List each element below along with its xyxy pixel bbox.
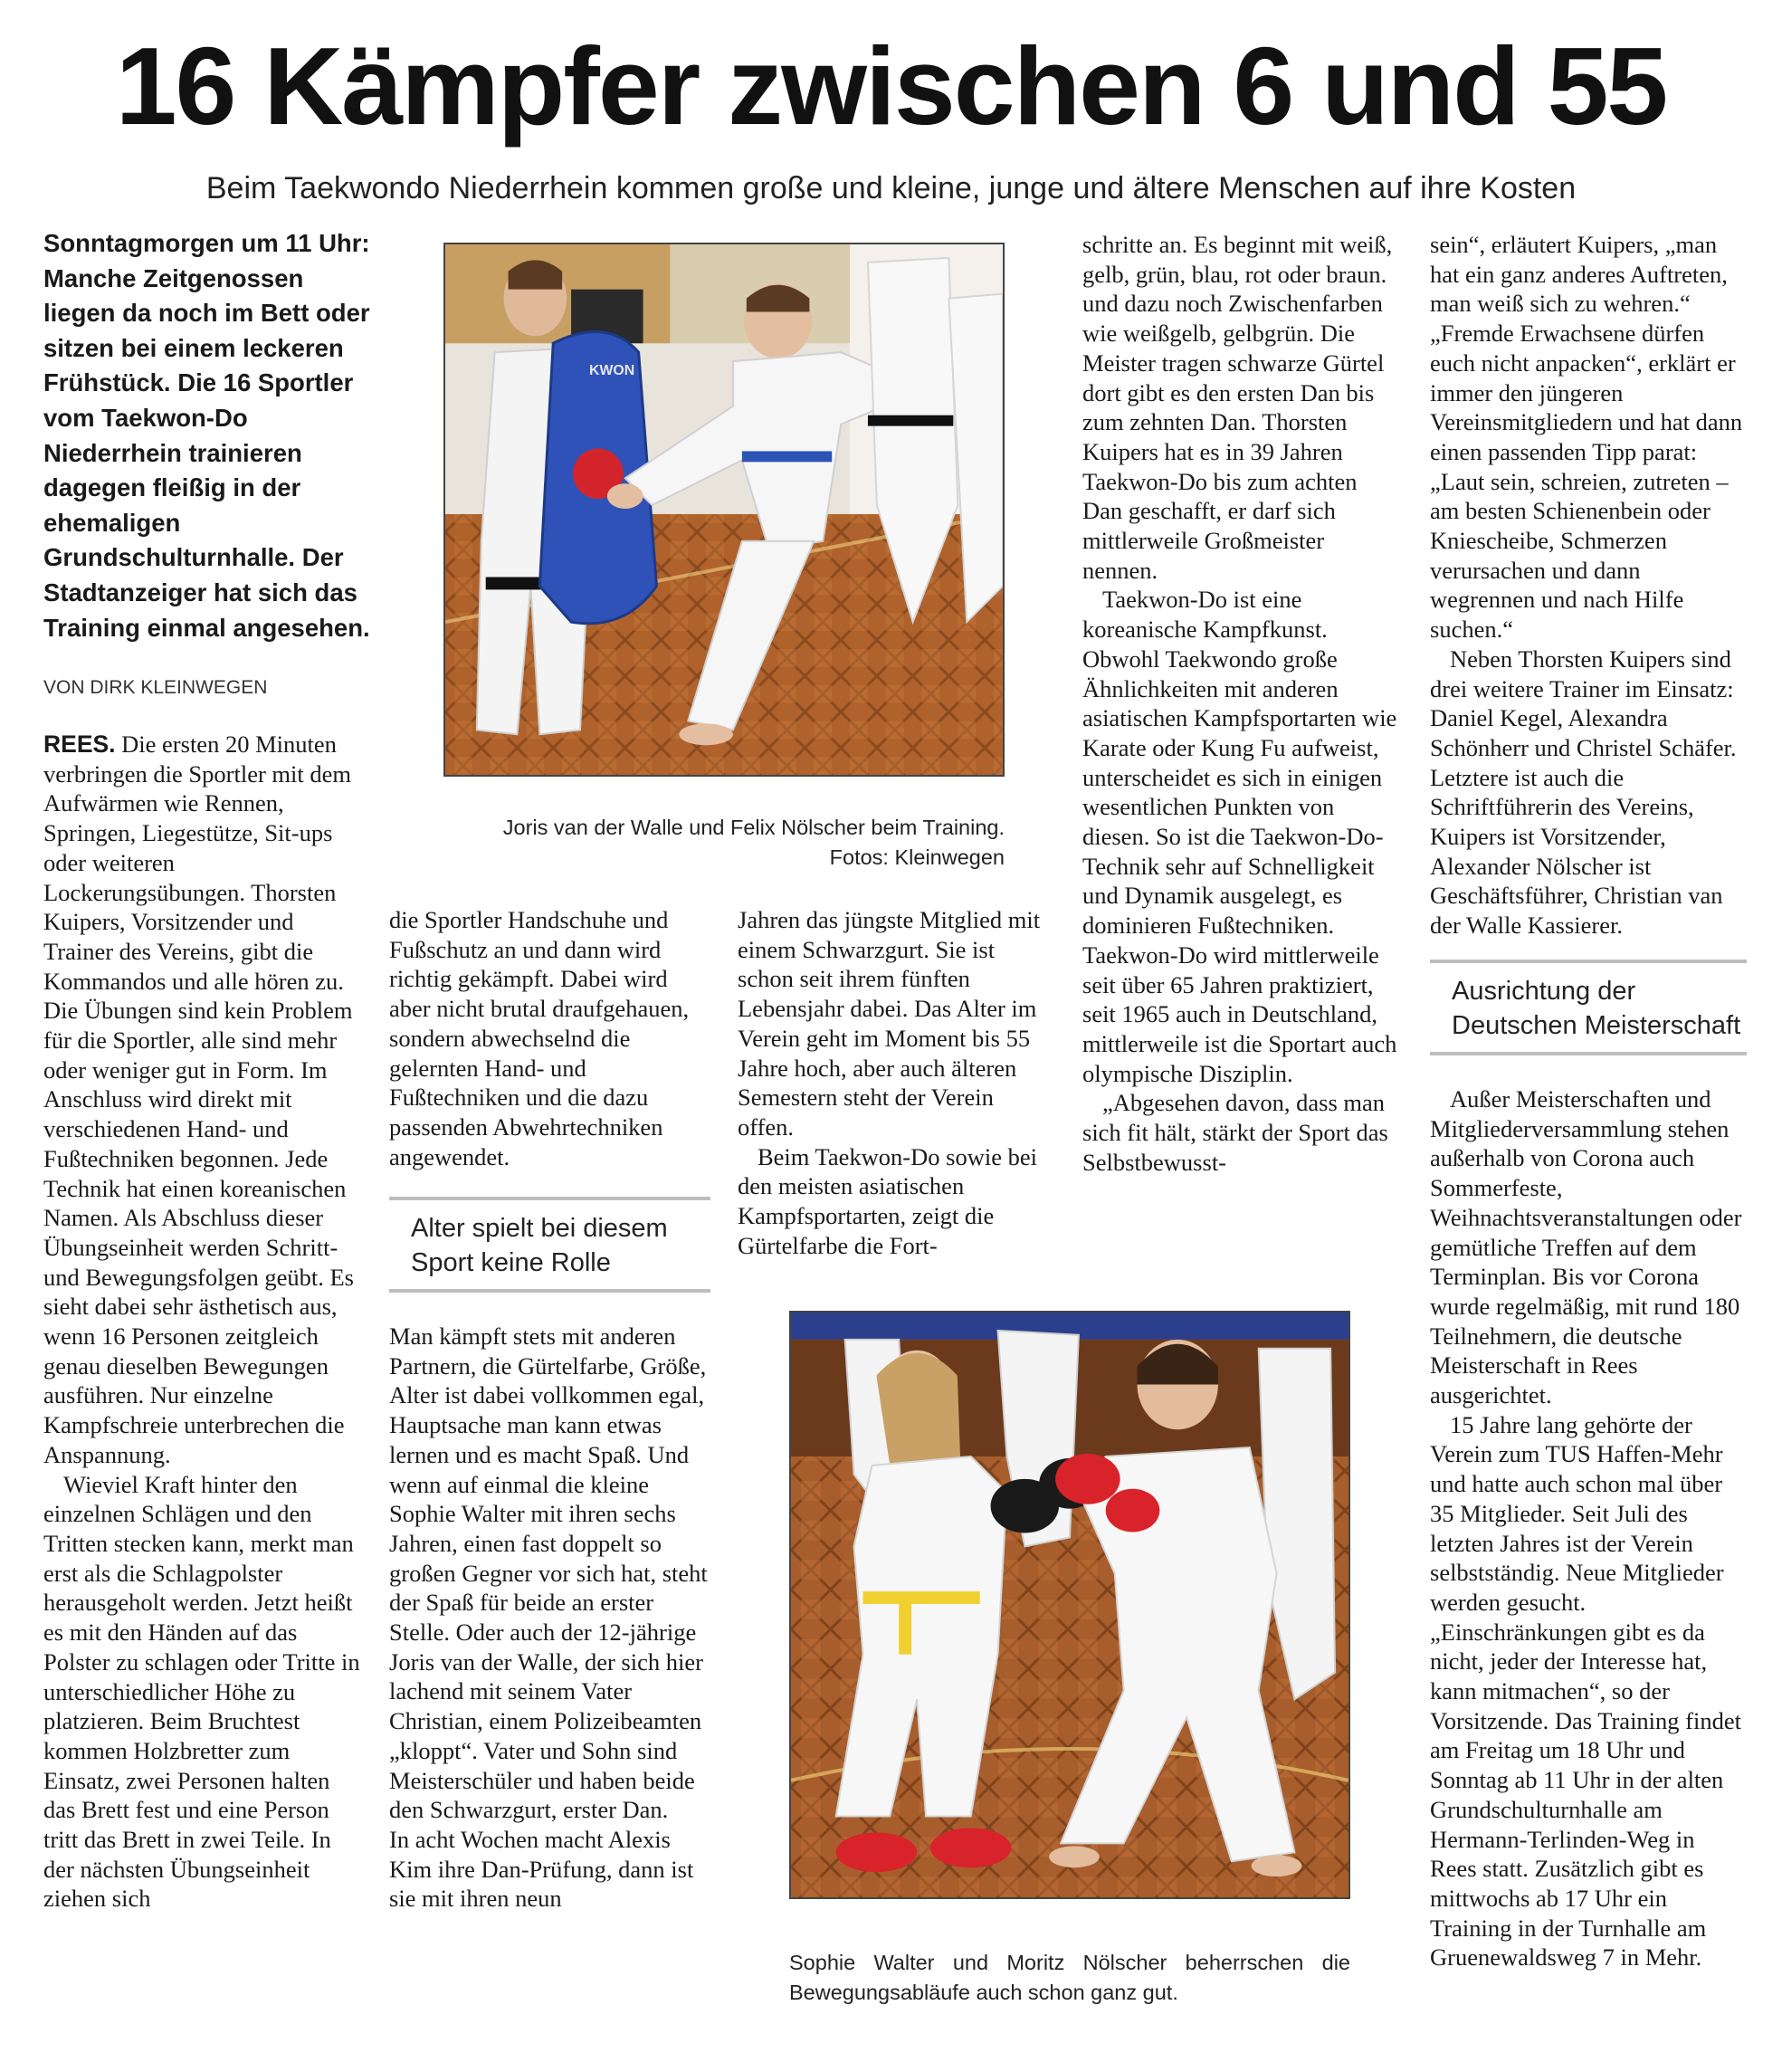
col5-paragraph-3: Außer Meisterschaften und Mitgliederversammlung stehen außerhalb von Corona auch Sommerfeste, Weihnachtsveranstaltungen oder gemütliche Treffen auf dem Terminplan. Bis vor Corona wurde regelmäßig, mit rund 180 Teilnehmern, die deutsche Meisterschaft in Rees ausgerichtet. (1430, 1085, 1742, 1409)
pad-brand-text: KWON (588, 363, 635, 379)
col2-paragraph-1: die Sportler Handschuhe und Fußschutz an und dann wird richtig gekämpft. Dabei wird aber nicht brutal draufgehauen, sondern abwechselnd die gelernten Hand- und Fußtechniken und die dazu passenden Abwehrtechniken angewendet. (389, 906, 690, 1170)
col1-paragraph-1: REES. Die ersten 20 Minuten verbringen die Sportler mit dem Aufwärmen wie Rennen, Springen, Liegestütze, Sit-ups oder weiteren Lockerungsübungen. Thorsten Kuipers, Vorsitzender und Trainer des Vereins, gibt die Kommandos und alle hören zu. Die Übungen sind kein Problem für die Sportler, alle sind mehr oder weniger gut in Form. Im Anschluss wird direkt mit verschiedenen Hand- und Fußtechniken begonnen. Jede Technik hat einen koreanischen Namen. Als Abschluss dieser Übungseinheit werden Schritt- und Bewegungsfolgen geübt. Es sieht dabei sehr ästhetisch aus, wenn 16 Personen zeitgleich genau dieselben Bewegungen ausführen. Nur einzelne Kampfschreie unterbrechen die Anspannung. (43, 730, 354, 1468)
subheadline: Beim Taekwondo Niederrhein kommen große und kleine, junge und ältere Menschen auf ihre Kosten (205, 171, 1577, 205)
col4-paragraph-3: „Abgesehen davon, dass man sich fit hält, stärkt der Sport das Selbstbewusst- (1082, 1089, 1388, 1176)
col4-paragraph-1: schritte an. Es beginnt mit weiß, gelb, grün, blau, rot oder braun. und dazu noch Zwischenfarben wie weißgelb, gelbgrün. Die Meister tragen schwarze Gürtel dort gibt es den ersten Dan bis zum zehnten Dan. Thorsten Kuipers hat es in 39 Jahren Taekwon-Do bis zum achten Dan geschafft, er darf sich mittlerweile Großmeister nennen. (1082, 231, 1393, 584)
article-column-2-continued (389, 1322, 710, 1914)
col3-paragraph-1: Jahren das jüngste Mitglied mit einem Schwarzgurt. Sie ist schon seit ihrem fünften Lebensjahr dabei. Das Alter im Verein geht im Moment bis 55 Jahre hoch, aber auch älteren Semestern steht der Verein offen. (738, 906, 1041, 1141)
dateline: REES. (43, 730, 116, 758)
article-column-5-continued (1430, 1084, 1747, 1972)
photo1-caption (443, 813, 1005, 873)
photo2-caption: Sophie Walter und Moritz Nölscher beherrschen die Bewegungsabläufe auch schon ganz gut. (789, 1951, 1350, 2004)
article-column-2 (389, 905, 710, 1171)
headline: 16 Kämpfer zwischen 6 und 55 (115, 24, 1667, 148)
photo-sparring-children (789, 1311, 1350, 1899)
article-column-3 (738, 905, 1045, 1260)
photo1-credit: Fotos: Kleinwegen (829, 845, 1005, 869)
lead-paragraph: Sonntagmorgen um 11 Uhr: Manche Zeitgenossen liegen da noch im Bett oder sitzen bei einem leckeren Frühstück. Die 16 Sportler vom Taekwon-Do Niederrhein trainieren dagegen fleißig in der ehemaligen Grundschulturnhalle. Der Stadtanzeiger hat sich das Training einmal angesehen. (43, 229, 370, 642)
subheadline-championship: Ausrichtung der Deutschen Meisterschaft (1430, 960, 1747, 1055)
byline: VON DIRK KLEINWEGEN (43, 677, 268, 698)
col5-paragraph-1: sein“, erläutert Kuipers, „man hat ein ganz anderes Auftreten, man weiß sich zu wehren.“ „Fremde Erwachsene dürfen euch nicht anpacken“, erklärt er immer den jüngeren Vereinsmitgliedern und hat dann einen passenden Tipp parat: „Laut sein, schreien, zutreten – am besten Schienenbein oder Kniescheibe, Schmerzen verursachen und dann wegrennen und nach Hilfe suchen.“ (1430, 231, 1743, 644)
col5-paragraph-2: Neben Thorsten Kuipers sind drei weitere Trainer im Einsatz: Daniel Kegel, Alexandra Schönherr und Christel Schäfer. Letztere ist auch die Schriftführerin des Vereins, Kuipers ist Vorsitzender, Alexander Nölscher ist Geschäftsführer, Christian van der Walle Kassierer. (1430, 645, 1737, 940)
col2-paragraph-2: Man kämpft stets mit anderen Partnern, die Gürtelfarbe, Größe, Alter ist dabei vollkommen egal, Hauptsache man kann etwas lernen und es macht Spaß. Und wenn auf einmal die kleine Sophie Walter mit ihren sechs Jahren, einen fast doppelt so großen Gegner vor sich hat, steht der Spaß für beide an erster Stelle. Oder auch der 12-jährige Joris van der Walle, der sich hier lachend mit seinem Vater Christian, einem Polizeibeamten „kloppt“. Vater und Sohn sind Meisterschüler und haben beide den Schwarzgurt, erster Dan. (389, 1322, 708, 1824)
article-column-4 (1082, 230, 1399, 1178)
photo-training-kick (443, 243, 1005, 777)
subheadline-age: Alter spielt bei diesem Sport keine Rolle (389, 1197, 710, 1293)
col3-paragraph-2: Beim Taekwon-Do sowie bei den meisten asiatischen Kampfsportarten, zeigt die Gürtelfarbe die Fort- (738, 1142, 1037, 1259)
col1-paragraph-2: Wieviel Kraft hinter den einzelnen Schlägen und den Tritten stecken kann, merkt man erst als die Schlagpolster herausgeholt werden. Jetzt heißt es mit den Händen auf das Polster zu schlagen oder Tritte in unterschiedlicher Höhe zu platzieren. Beim Bruchtest kommen Holzbretter zum Einsatz, zwei Personen halten das Brett fest und eine Person tritt das Brett in zwei Teile. In der nächsten Übungseinheit ziehen sich (43, 1470, 360, 1913)
article-column-5 (1430, 230, 1747, 941)
article-column-1 (43, 730, 360, 1914)
col4-paragraph-2: Taekwon-Do ist eine koreanische Kampfkunst. Obwohl Taekwondo große Ähnlichkeiten mit anderen asiatischen Kampfsportarten wie Karate oder Kung Fu aufweist, unterscheidet es sich in einigen wesentlichen Punkten von diesen. So ist die Taekwon-Do-Technik sehr auf Schnelligkeit und Dynamik ausgelegt, es dominieren Fußtechniken. Taekwon-Do wird mittlerweile seit über 65 Jahren praktiziert, seit 1965 auch in Deutschland, mittlerweile ist die Sportart auch olympische Disziplin. (1082, 586, 1397, 1087)
photo1-caption-text: Joris van der Walle und Felix Nölscher beim Training. (502, 816, 1005, 839)
col5-paragraph-4: 15 Jahre lang gehörte der Verein zum TUS Haffen-Mehr und hatte auch schon mal über 35 Mitglieder. Seit Juli des letzten Jahres ist der Verein selbstständig. Neue Mitglieder werden gesucht. „Einschränkungen gibt es da nicht, jeder der Interesse hat, kann mitmachen“, so der Vorsitzende. Das Training findet am Freitag um 18 Uhr und Sonntag ab 11 Uhr in der alten Grundschulturnhalle am Hermann-Terlinden-Weg in Rees statt. Zusätzlich gibt es mittwochs ab 17 Uhr ein Training in der Turnhalle am Gruenewaldsweg 7 in Mehr. (1430, 1410, 1741, 1972)
col2-paragraph-3: In acht Wochen macht Alexis Kim ihre Dan-Prüfung, dann ist sie mit ihren neun (389, 1825, 694, 1913)
